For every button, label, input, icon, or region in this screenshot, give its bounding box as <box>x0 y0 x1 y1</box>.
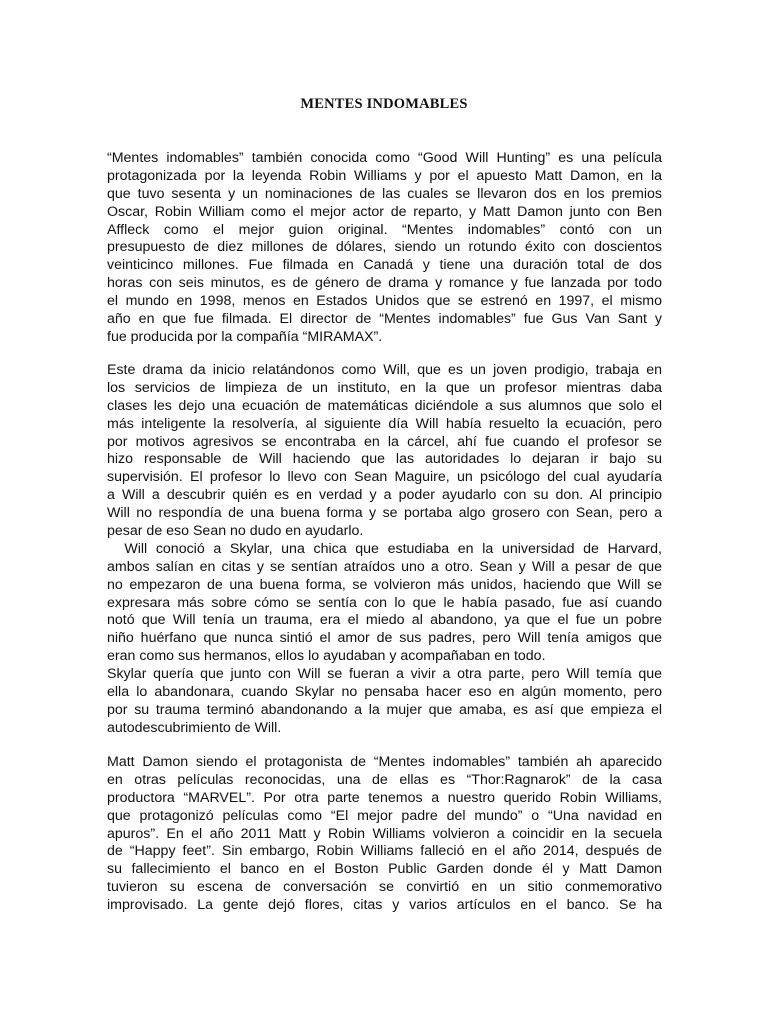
text-line: Matt Damon siendo el protagonista de “Mentes indomables” también ah aparecido <box>107 754 662 770</box>
text-line: año en que fue filmada. El director de “Mentes indomables” fue Gus Van Sant y <box>107 311 662 328</box>
text-line: más inteligente la resolvería, al siguiente día Will había resuelto la ecuación, pero <box>107 415 662 432</box>
text-line: niño huérfano que nunca sintió el amor de sus padres, pero Will tenía amigos que <box>107 630 662 647</box>
text-line: improvisado. La gente dejó flores, citas y varios artículos en el banco. Se ha <box>107 897 662 914</box>
text-line: hizo responsable de Will haciendo que las autoridades lo dejaran ir bajo su <box>107 451 662 468</box>
text-line: Este drama da inicio relatándonos como Will, que es un joven prodigio, trabaja en <box>107 362 662 378</box>
text-line: Oscar, Robin William como el mejor actor de reparto, y Matt Damon junto con Ben <box>107 203 662 220</box>
text-line: notó que Will tenía un trauma, era el miedo al abandono, ya que el fue un pobre <box>107 612 662 629</box>
text-line: protagonizada por la leyenda Robin Williams y por el apuesto Matt Damon, en la <box>107 167 662 184</box>
text-line: por su trauma terminó abandonando a la mujer que amaba, es así que empieza el <box>107 701 662 718</box>
text-line: eran como sus hermanos, ellos lo ayudaban y acompañaban en todo. <box>107 648 546 665</box>
text-line: apuros”. En el año 2011 Matt y Robin Williams volvieron a coincidir en la secuela <box>107 825 662 842</box>
paragraph-cast <box>107 754 662 915</box>
text-line: Skylar quería que junto con Will se fueran a vivir a otra parte, pero Will temía que <box>107 666 662 683</box>
text-line: ella lo abandonara, cuando Skylar no pensaba hacer eso en algún momento, pero <box>107 684 662 701</box>
text-line: los servicios de limpieza de un instituto, en la que un profesor mientras daba <box>107 379 662 396</box>
text-line: horas con seis minutos, es de género de drama y romance y fue lanzada por todo <box>107 275 662 292</box>
text-line: expresara más sobre cómo se sentía con lo que le había pasado, fue así cuando <box>107 594 662 611</box>
text-line: Will conoció a Skylar, una chica que estudiaba en la universidad de Harvard, <box>107 540 662 557</box>
text-line: tuvieron su escena de conversación se convirtió en un sitio conmemorativo <box>107 879 662 896</box>
document-title: MENTES INDOMABLES <box>300 96 468 112</box>
paragraph-plot <box>107 362 662 738</box>
text-line: a Will a descubrir quién es en verdad y a poder ayudarlo con su don. Al principio <box>107 487 662 504</box>
text-line: supervisión. El profesor lo llevo con Sean Maguire, un psicólogo del cual ayudaría <box>107 469 662 486</box>
text-line: su fallecimiento el banco en el Boston Public Garden donde él y Matt Damon <box>107 861 662 878</box>
text-line: Affleck como el mejor guion original. “Mentes indomables” contó con un <box>107 221 662 238</box>
text-line: Will no respondía de una buena forma y se portaba algo grosero con Sean, pero a <box>107 505 662 522</box>
text-line: que protagonizó películas como “El mejor padre del mundo” o “Una navidad en <box>107 807 662 824</box>
paragraph-production <box>107 150 662 347</box>
text-line: por motivos agresivos se encontraba en la cárcel, ahí fue cuando el profesor se <box>107 433 662 450</box>
text-line: que tuvo sesenta y un nominaciones de las cuales se llevaron dos en los premios <box>107 185 662 202</box>
text-line: autodescubrimiento de Will. <box>107 719 282 736</box>
text-line: pesar de eso Sean no dudo en ayudarlo. <box>107 523 364 540</box>
text-line: veinticinco millones. Fue filmada en Canadá y tiene una duración total de dos <box>107 257 662 274</box>
text-line: el mundo en 1998, menos en Estados Unidos que se estrenó en 1997, el mismo <box>107 293 662 310</box>
text-line: productora “MARVEL”. Por otra parte tenemos a nuestro querido Robin Williams, <box>107 789 662 806</box>
text-line: presupuesto de diez millones de dólares, siendo un rotundo éxito con doscientos <box>107 239 662 256</box>
text-line: de “Happy feet”. Sin embargo, Robin Williams falleció en el año 2014, después de <box>107 843 662 860</box>
text-line: fue producida por la compañía “MIRAMAX”. <box>107 328 383 345</box>
text-line: “Mentes indomables” también conocida como “Good Will Hunting” es una película <box>107 150 662 166</box>
text-line: ambos salían en citas y se sentían atraídos uno a otro. Sean y Will a pesar de que <box>107 558 662 575</box>
text-line: no empezaron de una buena forma, se volvieron más unidos, haciendo que Will se <box>107 576 662 593</box>
text-line: en otras películas reconocidas, una de ellas es “Thor:Ragnarok” de la casa <box>107 771 662 788</box>
text-line: clases les dejo una ecuación de matemáticas diciéndole a sus alumnos que solo el <box>107 397 662 414</box>
